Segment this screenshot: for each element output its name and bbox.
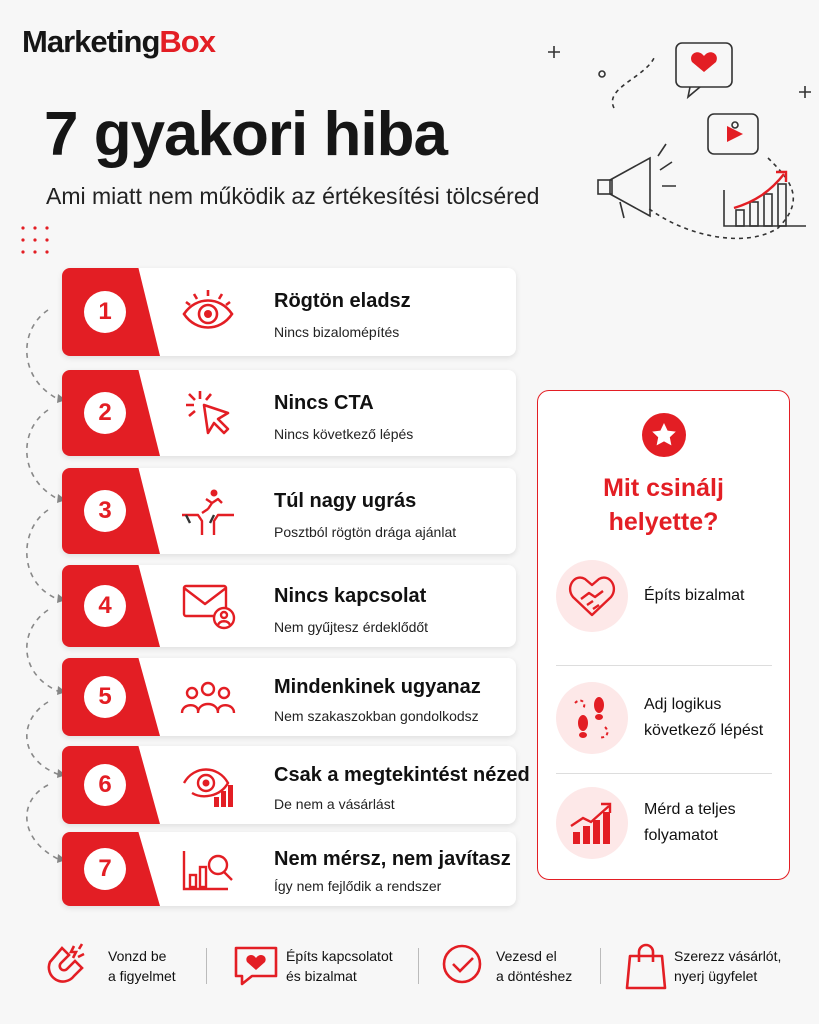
step-title: Rögtön eladsz xyxy=(274,290,411,312)
footer-label xyxy=(496,946,572,986)
step-number: 7 xyxy=(84,848,126,890)
panel-title-line2: helyette? xyxy=(608,508,719,536)
panel-divider xyxy=(556,773,772,774)
tip-item-measure xyxy=(556,783,772,863)
tip-label-line1: Adj logikus xyxy=(644,696,722,713)
step-number: 5 xyxy=(84,676,126,718)
footer-label-line2: nyerj ügyfelet xyxy=(674,968,758,984)
footer-divider xyxy=(418,948,419,984)
footer-divider xyxy=(600,948,601,984)
step-desc: Nem szakaszokban gondolkodsz xyxy=(274,708,479,724)
tip-label-line2: következő lépést xyxy=(644,722,764,739)
page-subtitle: Ami miatt nem működik az értékesítési tölcséred xyxy=(46,183,540,209)
footer-item-customer xyxy=(624,938,794,994)
footer-label-line2: és bizalmat xyxy=(286,968,357,984)
tip-label xyxy=(644,797,736,849)
step-title: Nincs kapcsolat xyxy=(274,585,427,607)
footer-item-attract xyxy=(40,938,200,994)
heart-handshake-icon xyxy=(567,571,617,621)
tip-item-next-step xyxy=(556,678,772,758)
footer-label-line2: a döntéshez xyxy=(496,968,573,984)
tip-icon-circle xyxy=(556,682,628,754)
footer-item-relationship xyxy=(230,938,420,994)
jumping-gap-icon xyxy=(180,485,236,537)
brand-name-part1: Marketing xyxy=(22,24,160,59)
tip-label xyxy=(644,692,763,744)
star-badge-icon xyxy=(642,413,686,457)
tip-label-line1: Építs bizalmat xyxy=(644,587,745,604)
step-number: 6 xyxy=(84,764,126,806)
tip-label-line2: folyamatot xyxy=(644,827,718,844)
footsteps-icon xyxy=(567,693,617,743)
tip-item-trust xyxy=(556,556,772,636)
step-number: 1 xyxy=(84,291,126,333)
footer-label-line1: Szerezz vásárlót, xyxy=(674,948,782,964)
step-title: Csak a megtekintést nézed xyxy=(274,764,530,786)
step-desc: Nincs bizalomépítés xyxy=(274,324,400,340)
step-title: Túl nagy ugrás xyxy=(274,490,417,512)
footer-item-decision xyxy=(440,938,600,994)
footer-label-line2: a figyelmet xyxy=(108,968,176,984)
tip-label-line1: Mérd a teljes xyxy=(644,801,736,818)
tip-label xyxy=(644,583,744,609)
step-card-1 xyxy=(62,268,516,356)
envelope-user-icon xyxy=(180,580,236,632)
step-title: Nem mérsz, nem javítasz xyxy=(274,848,511,870)
step-number: 2 xyxy=(84,392,126,434)
step-card-4 xyxy=(62,565,516,647)
step-number: 4 xyxy=(84,585,126,627)
page-title: 7 gyakori hiba xyxy=(44,100,447,169)
brand-name-part2: Box xyxy=(159,24,215,59)
step-desc: Posztból rögtön drága ajánlat xyxy=(274,524,457,540)
step-desc: Nem gyűjtesz érdeklődőt xyxy=(274,619,429,635)
group-icon xyxy=(180,671,236,723)
panel-divider xyxy=(556,665,772,666)
step-desc: Nincs következő lépés xyxy=(274,426,414,442)
step-card-6 xyxy=(62,746,530,824)
panel-title xyxy=(538,471,789,539)
tip-icon-circle xyxy=(556,787,628,859)
footer-label xyxy=(674,946,781,986)
step-title: Nincs CTA xyxy=(274,392,374,414)
step-card-5 xyxy=(62,658,516,736)
brand-logo xyxy=(22,24,215,60)
footer-label xyxy=(286,946,393,986)
footer-divider xyxy=(206,948,207,984)
step-desc: Így nem fejlődik a rendszer xyxy=(274,878,442,894)
alternatives-panel xyxy=(537,390,790,880)
footer-label-line1: Vezesd el xyxy=(496,948,557,964)
eye-chart-icon xyxy=(180,759,236,811)
step-desc: De nem a vásárlást xyxy=(274,796,395,812)
check-circle-icon xyxy=(440,940,488,988)
step-card-7 xyxy=(62,832,516,906)
footer-label xyxy=(108,946,176,986)
step-card-2 xyxy=(62,370,516,456)
panel-title-line1: Mit csinálj xyxy=(603,474,724,502)
heart-message-icon xyxy=(230,940,282,992)
step-card-3 xyxy=(62,468,516,554)
step-number: 3 xyxy=(84,490,126,532)
shopping-bag-icon xyxy=(624,940,672,992)
footer-label-line1: Építs kapcsolatot xyxy=(286,948,393,964)
magnet-icon xyxy=(40,940,92,992)
cursor-click-icon xyxy=(180,387,236,439)
tip-icon-circle xyxy=(556,560,628,632)
chart-magnifier-icon xyxy=(180,843,236,895)
step-title: Mindenkinek ugyanaz xyxy=(274,676,481,698)
eye-icon xyxy=(180,286,236,338)
growth-chart-icon xyxy=(567,798,617,848)
decor-dots-icon xyxy=(20,224,60,258)
footer-label-line1: Vonzd be xyxy=(108,948,167,964)
marketing-illustration-icon xyxy=(540,30,815,245)
